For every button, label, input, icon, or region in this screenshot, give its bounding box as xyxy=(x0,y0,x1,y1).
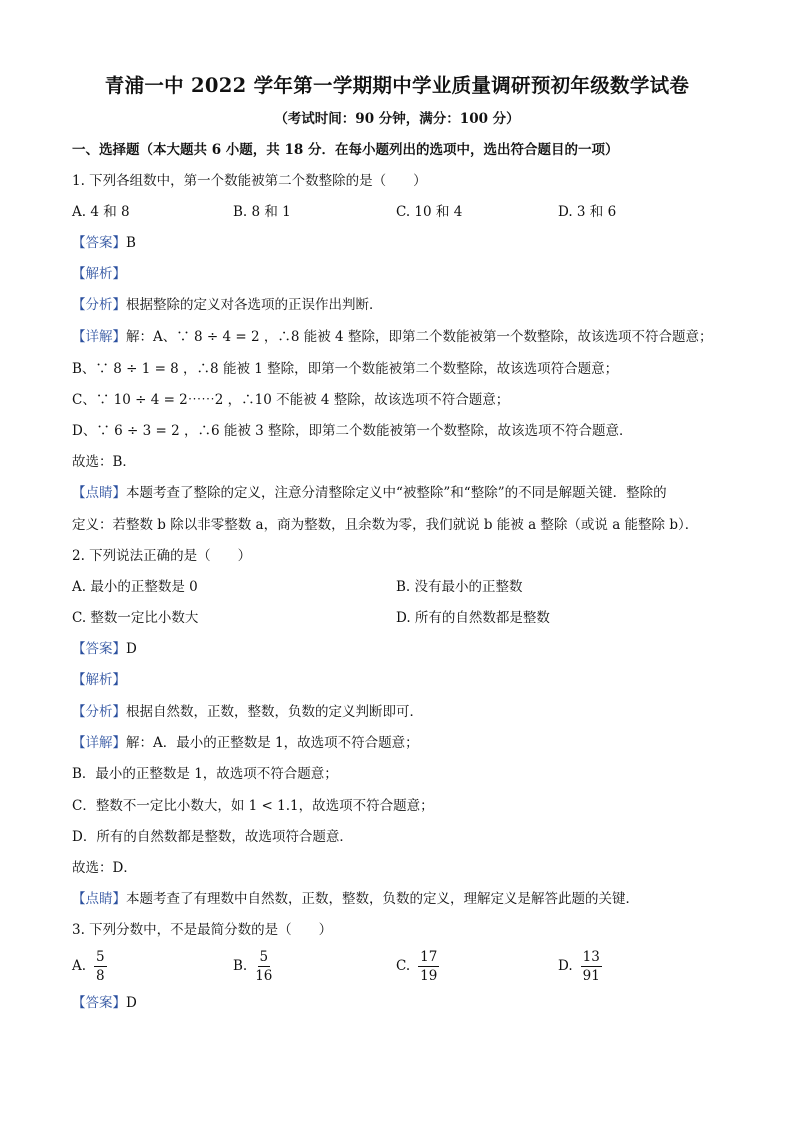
question-3-option-c xyxy=(396,946,439,986)
question-1-answer xyxy=(72,234,136,252)
question-2-option-a: A. 最小的正整数是 0 xyxy=(72,579,198,595)
question-3-option-d xyxy=(558,946,602,986)
fraction xyxy=(418,949,439,984)
option-letter: B. xyxy=(233,958,248,974)
question-2-answer xyxy=(72,640,137,658)
answer-value: D xyxy=(126,995,137,1011)
option-letter: C. xyxy=(396,958,411,974)
question-1-option-a: A. 4 和 8 xyxy=(72,204,130,220)
question-2-option-c: C. 整数一定比小数大 xyxy=(72,610,199,626)
analysis-tag: 【解析】 xyxy=(72,672,126,688)
question-1-fenxi xyxy=(72,296,383,314)
numerator: 5 xyxy=(259,948,269,965)
question-2-option-d: D. 所有的自然数都是整数 xyxy=(396,610,550,626)
question-2-line-b: B．最小的正整数是 1，故选项不符合题意； xyxy=(72,766,338,782)
option-letter: A. xyxy=(72,958,87,974)
fenxi-tag: 【分析】 xyxy=(72,297,126,313)
analysis-tag: 【解析】 xyxy=(72,266,126,282)
question-1-option-c: C. 10 和 4 xyxy=(396,204,463,220)
question-1-line-d: D、∵ 6 ÷ 3 = 2 ，∴6 能被 3 整除，即第二个数能被第一个数整除，故该选项不符合题意． xyxy=(72,423,633,439)
section-heading: 一、选择题（本大题共 6 小题，共 18 分．在每小题列出的选项中，选出符合题目的一项） xyxy=(72,142,619,158)
question-3-stem: 3. 下列分数中，不是最简分数的是（ ） xyxy=(72,922,333,938)
denominator: 16 xyxy=(255,967,273,984)
question-3-answer xyxy=(72,994,137,1012)
fenxi-text: 根据自然数，正数，整数，负数的定义判断即可． xyxy=(126,704,423,720)
answer-tag: 【答案】 xyxy=(72,641,126,657)
option-letter: D. xyxy=(558,958,573,974)
denominator: 8 xyxy=(96,967,105,984)
answer-value: B xyxy=(126,235,136,251)
question-3-option-a xyxy=(72,946,107,986)
question-1-analysis-heading xyxy=(72,265,126,283)
question-3-option-b xyxy=(233,946,272,986)
answer-value: D xyxy=(126,641,137,657)
fraction xyxy=(581,949,602,984)
numerator: 5 xyxy=(96,948,105,965)
question-1-stem: 1. 下列各组数中，第一个数能被第二个数整除的是（ ） xyxy=(72,173,427,189)
denominator: 91 xyxy=(582,967,600,984)
question-1-option-b: B. 8 和 1 xyxy=(233,204,291,220)
question-1-line-c: C、∵ 10 ÷ 4 = 2⋯⋯2 ，∴10 不能被 4 整除，故该选项不符合题意； xyxy=(72,392,510,408)
question-1-comment xyxy=(72,484,667,502)
question-2-stem: 2. 下列说法正确的是（ ） xyxy=(72,548,252,564)
comment-text: 本题考查了整除的定义，注意分清整除定义中“被整除”和“整除”的不同是解题关键．整除的 xyxy=(126,485,667,501)
question-2-option-b: B. 没有最小的正整数 xyxy=(396,579,523,595)
comment-tag: 【点睛】 xyxy=(72,891,126,907)
question-2-analysis-heading xyxy=(72,671,126,689)
numerator: 13 xyxy=(582,948,600,965)
exam-subtitle: （考试时间：90 分钟，满分：100 分） xyxy=(274,111,520,127)
question-1-choose: 故选：B． xyxy=(72,454,136,470)
detail-tag: 【详解】 xyxy=(72,735,126,751)
denominator: 19 xyxy=(420,967,438,984)
comment-text: 本题考查了有理数中自然数，正数，整数，负数的定义，理解定义是解答此题的关键． xyxy=(126,891,639,907)
question-2-line-c: C．整数不一定比小数大，如 1 < 1.1，故选项不符合题意； xyxy=(72,798,434,814)
answer-tag: 【答案】 xyxy=(72,995,126,1011)
question-2-comment xyxy=(72,890,639,908)
question-1-line-b: B、∵ 8 ÷ 1 = 8 ，∴8 能被 1 整除，即第一个数能被第二个数整除，故该选项符合题意； xyxy=(72,361,619,377)
fraction xyxy=(255,949,272,984)
question-1-option-d: D. 3 和 6 xyxy=(558,204,617,220)
comment-tag: 【点睛】 xyxy=(72,485,126,501)
question-2-fenxi xyxy=(72,703,423,721)
question-2-detail xyxy=(72,734,419,752)
exam-title: 青浦一中 2022 学年第一学期期中学业质量调研预初年级数学试卷 xyxy=(104,74,690,97)
numerator: 17 xyxy=(420,948,438,965)
question-1-detail xyxy=(72,328,712,346)
fraction xyxy=(94,949,107,984)
answer-tag: 【答案】 xyxy=(72,235,126,251)
detail-tag: 【详解】 xyxy=(72,329,126,345)
detail-text: 解：A．最小的正整数是 1，故选项不符合题意； xyxy=(126,735,419,751)
question-1-comment-continued: 定义：若整数 b 除以非零整数 a，商为整数，且余数为零，我们就说 b 能被 a 整除（或说 a 能整除 b）． xyxy=(72,517,699,533)
question-2-choose: 故选：D． xyxy=(72,860,137,876)
detail-text: 解：A、∵ 8 ÷ 4 = 2 ，∴8 能被 4 整除，即第二个数能被第一个数整除，故该选项不符合题意； xyxy=(126,329,713,345)
question-2-line-d: D．所有的自然数都是整数，故选项符合题意． xyxy=(72,829,353,845)
fenxi-tag: 【分析】 xyxy=(72,704,126,720)
fenxi-text: 根据整除的定义对各选项的正误作出判断． xyxy=(126,297,383,313)
